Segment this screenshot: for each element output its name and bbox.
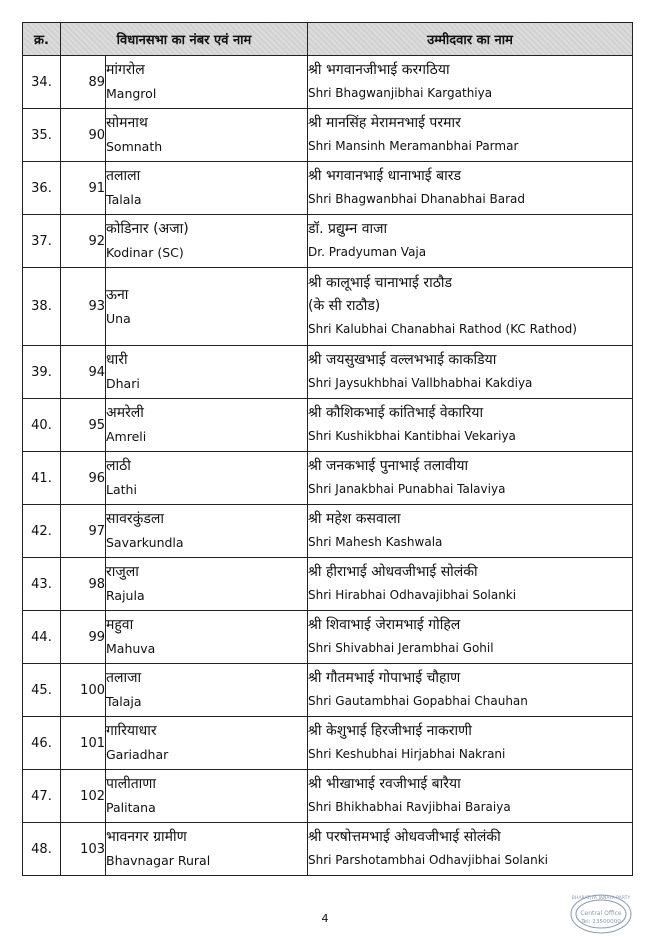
constituency-name-hindi: गारियाधार [106, 723, 157, 739]
candidate-table [22, 22, 633, 876]
constituency-name [106, 346, 308, 399]
table-row [23, 399, 633, 452]
constituency-name-english: Kodinar (SC) [106, 245, 184, 260]
candidate-name [308, 162, 633, 215]
candidate-name-english: Shri Bhagwanbhai Dhanabhai Barad [308, 192, 525, 206]
table-row [23, 770, 633, 823]
candidate-name [308, 558, 633, 611]
candidate-name [308, 109, 633, 162]
candidate-name-english: Shri Parshotambhai Odhavjibhai Solanki [308, 853, 549, 867]
constituency-name [106, 162, 308, 215]
candidate-name [308, 611, 633, 664]
serial-number: 45. [23, 664, 61, 717]
constituency-name-hindi: सोमनाथ [106, 115, 148, 131]
svg-text:Central Office: Central Office [580, 910, 622, 917]
constituency-name-english: Mahuva [106, 641, 156, 656]
constituency-name-hindi: अमरेली [106, 405, 144, 421]
candidate-name [308, 505, 633, 558]
constituency-name-english: Rajula [106, 588, 145, 603]
constituency-name-english: Talaja [106, 694, 142, 709]
constituency-name [106, 268, 308, 346]
candidate-name [308, 717, 633, 770]
constituency-name [106, 717, 308, 770]
party-office-stamp [568, 888, 634, 934]
candidate-name [308, 399, 633, 452]
candidate-name-hindi: श्री परषोत्तमभाई ओधवजीभाई सोलंकी [308, 829, 501, 845]
constituency-name [106, 399, 308, 452]
table-row [23, 558, 633, 611]
candidate-alias-hindi: (के सी राठौड) [308, 298, 381, 314]
candidate-name-hindi: श्री जयसुखभाई वल्लभभाई काकडिया [308, 352, 497, 368]
candidate-name-hindi: श्री गौतमभाई गोपाभाई चौहाण [308, 670, 461, 686]
candidate-name-hindi: श्री हीराभाई ओधवजीभाई सोलंकी [308, 564, 478, 580]
serial-number: 37. [23, 215, 61, 268]
constituency-name-english: Savarkundla [106, 535, 184, 550]
candidate-name-hindi: डॉ. प्रद्युम्न वाजा [308, 221, 388, 237]
constituency-name-hindi: धारी [106, 352, 128, 368]
table-row [23, 611, 633, 664]
candidate-name-hindi: श्री केशुभाई हिरजीभाई नाकराणी [308, 723, 472, 739]
serial-number: 46. [23, 717, 61, 770]
constituency-name [106, 664, 308, 717]
candidate-name-hindi: श्री महेश कसवाला [308, 511, 401, 527]
candidate-name-english: Shri Hirabhai Odhavajibhai Solanki [308, 588, 517, 602]
candidate-name [308, 346, 633, 399]
constituency-number: 100 [61, 664, 106, 717]
serial-number: 35. [23, 109, 61, 162]
constituency-name [106, 56, 308, 109]
table-row [23, 505, 633, 558]
table-header-row [23, 23, 633, 56]
table-row [23, 823, 633, 876]
constituency-name [106, 770, 308, 823]
constituency-number: 95 [61, 399, 106, 452]
candidate-name-english: Shri Shivabhai Jerambhai Gohil [308, 641, 494, 655]
candidate-name-hindi: श्री भगवानभाई धानाभाई बारड [308, 168, 461, 184]
constituency-number: 98 [61, 558, 106, 611]
candidate-name [308, 823, 633, 876]
constituency-name-english: Mangrol [106, 86, 157, 101]
candidate-name-hindi: श्री भगवानजीभाई करगठिया [308, 62, 450, 78]
candidate-name [308, 770, 633, 823]
constituency-number: 91 [61, 162, 106, 215]
constituency-name-hindi: लाठी [106, 458, 131, 474]
candidate-name-english: Shri Keshubhai Hirjabhai Nakrani [308, 747, 506, 761]
table-row [23, 346, 633, 399]
candidate-name-english: Shri Mahesh Kashwala [308, 535, 443, 549]
constituency-name [106, 611, 308, 664]
header-serial-number: क्र. [23, 23, 61, 56]
constituency-name-english: Dhari [106, 376, 140, 391]
constituency-number: 102 [61, 770, 106, 823]
table-row [23, 664, 633, 717]
candidate-list-sheet [22, 22, 632, 876]
serial-number: 34. [23, 56, 61, 109]
header-constituency: विधानसभा का नंबर एवं नाम [61, 23, 308, 56]
constituency-number: 90 [61, 109, 106, 162]
candidate-name-hindi: श्री कौशिकभाई कांतिभाई वेकारिया [308, 405, 484, 421]
constituency-name [106, 215, 308, 268]
candidate-name-english: Shri Bhagwanjibhai Kargathiya [308, 86, 493, 100]
svg-text:BHARATIYA JANATA PARTY: BHARATIYA JANATA PARTY [571, 896, 631, 901]
constituency-number: 92 [61, 215, 106, 268]
serial-number: 36. [23, 162, 61, 215]
constituency-name-hindi: राजुला [106, 564, 139, 580]
candidate-name-english: Dr. Pradyuman Vaja [308, 245, 427, 259]
serial-number: 43. [23, 558, 61, 611]
serial-number: 38. [23, 268, 61, 346]
constituency-name [106, 823, 308, 876]
serial-number: 44. [23, 611, 61, 664]
candidate-name-hindi: श्री शिवाभाई जेरामभाई गोहिल [308, 617, 461, 633]
constituency-name [106, 505, 308, 558]
constituency-name-english: Talala [106, 192, 142, 207]
constituency-number: 97 [61, 505, 106, 558]
candidate-name-english: Shri Bhikhabhai Ravjibhai Baraiya [308, 800, 511, 814]
candidate-name [308, 664, 633, 717]
candidate-name-english: Shri Janakbhai Punabhai Talaviya [308, 482, 506, 496]
candidate-name [308, 56, 633, 109]
candidate-name-english: Shri Jaysukhbhai Vallbhabhai Kakdiya [308, 376, 533, 390]
constituency-name-hindi: सावरकुंडला [106, 511, 164, 527]
table-row [23, 717, 633, 770]
constituency-number: 93 [61, 268, 106, 346]
table-row [23, 452, 633, 505]
constituency-name-hindi: तलाजा [106, 670, 142, 686]
candidate-name [308, 268, 633, 346]
constituency-name-hindi: ऊना [106, 286, 129, 303]
constituency-name-english: Palitana [106, 800, 156, 815]
candidate-name-hindi: श्री भीखाभाई रवजीभाई बारैया [308, 776, 461, 792]
table-row [23, 109, 633, 162]
table-row [23, 268, 633, 346]
candidate-name [308, 215, 633, 268]
constituency-name-english: Lathi [106, 482, 137, 497]
table-row [23, 162, 633, 215]
constituency-name-hindi: मांगरोल [106, 62, 145, 78]
serial-number: 41. [23, 452, 61, 505]
constituency-name-hindi: तलाला [106, 168, 141, 184]
constituency-number: 94 [61, 346, 106, 399]
candidate-name-english: Shri Mansinh Meramanbhai Parmar [308, 139, 519, 153]
constituency-name-hindi: महुवा [106, 617, 134, 633]
constituency-number: 96 [61, 452, 106, 505]
candidate-name-hindi: श्री जनकभाई पुनाभाई तलावीया [308, 458, 469, 474]
constituency-name [106, 452, 308, 505]
constituency-number: 99 [61, 611, 106, 664]
constituency-name-english: Bhavnagar Rural [106, 853, 211, 868]
constituency-name [106, 558, 308, 611]
constituency-name [106, 109, 308, 162]
serial-number: 39. [23, 346, 61, 399]
page-number: 4 [321, 912, 329, 925]
constituency-name-english: Amreli [106, 429, 147, 444]
candidate-name-english: Shri Kushikbhai Kantibhai Vekariya [308, 429, 516, 443]
header-candidate-name: उम्मीदवार का नाम [308, 23, 633, 56]
candidate-name-hindi: श्री कालूभाई चानाभाई राठौड [308, 275, 452, 291]
table-row [23, 215, 633, 268]
constituency-name-english: Somnath [106, 139, 163, 154]
constituency-name-hindi: कोडिनार (अजा) [106, 221, 189, 237]
candidate-name-english: Shri Gautambhai Gopabhai Chauhan [308, 694, 528, 708]
constituency-number: 103 [61, 823, 106, 876]
svg-text:Tel: 23500000: Tel: 23500000 [581, 919, 621, 925]
serial-number: 47. [23, 770, 61, 823]
candidate-name-english: Shri Kalubhai Chanabhai Rathod (KC Rathod) [308, 322, 577, 336]
serial-number: 40. [23, 399, 61, 452]
serial-number: 42. [23, 505, 61, 558]
constituency-name-hindi: पालीताणा [106, 776, 157, 792]
constituency-number: 89 [61, 56, 106, 109]
table-row [23, 56, 633, 109]
candidate-name [308, 452, 633, 505]
constituency-name-hindi: भावनगर ग्रामीण [106, 829, 187, 845]
candidate-name-hindi: श्री मानसिंह मेरामनभाई परमार [308, 115, 461, 131]
constituency-name-english: Gariadhar [106, 747, 169, 762]
constituency-name-english: Una [106, 310, 131, 326]
constituency-number: 101 [61, 717, 106, 770]
serial-number: 48. [23, 823, 61, 876]
